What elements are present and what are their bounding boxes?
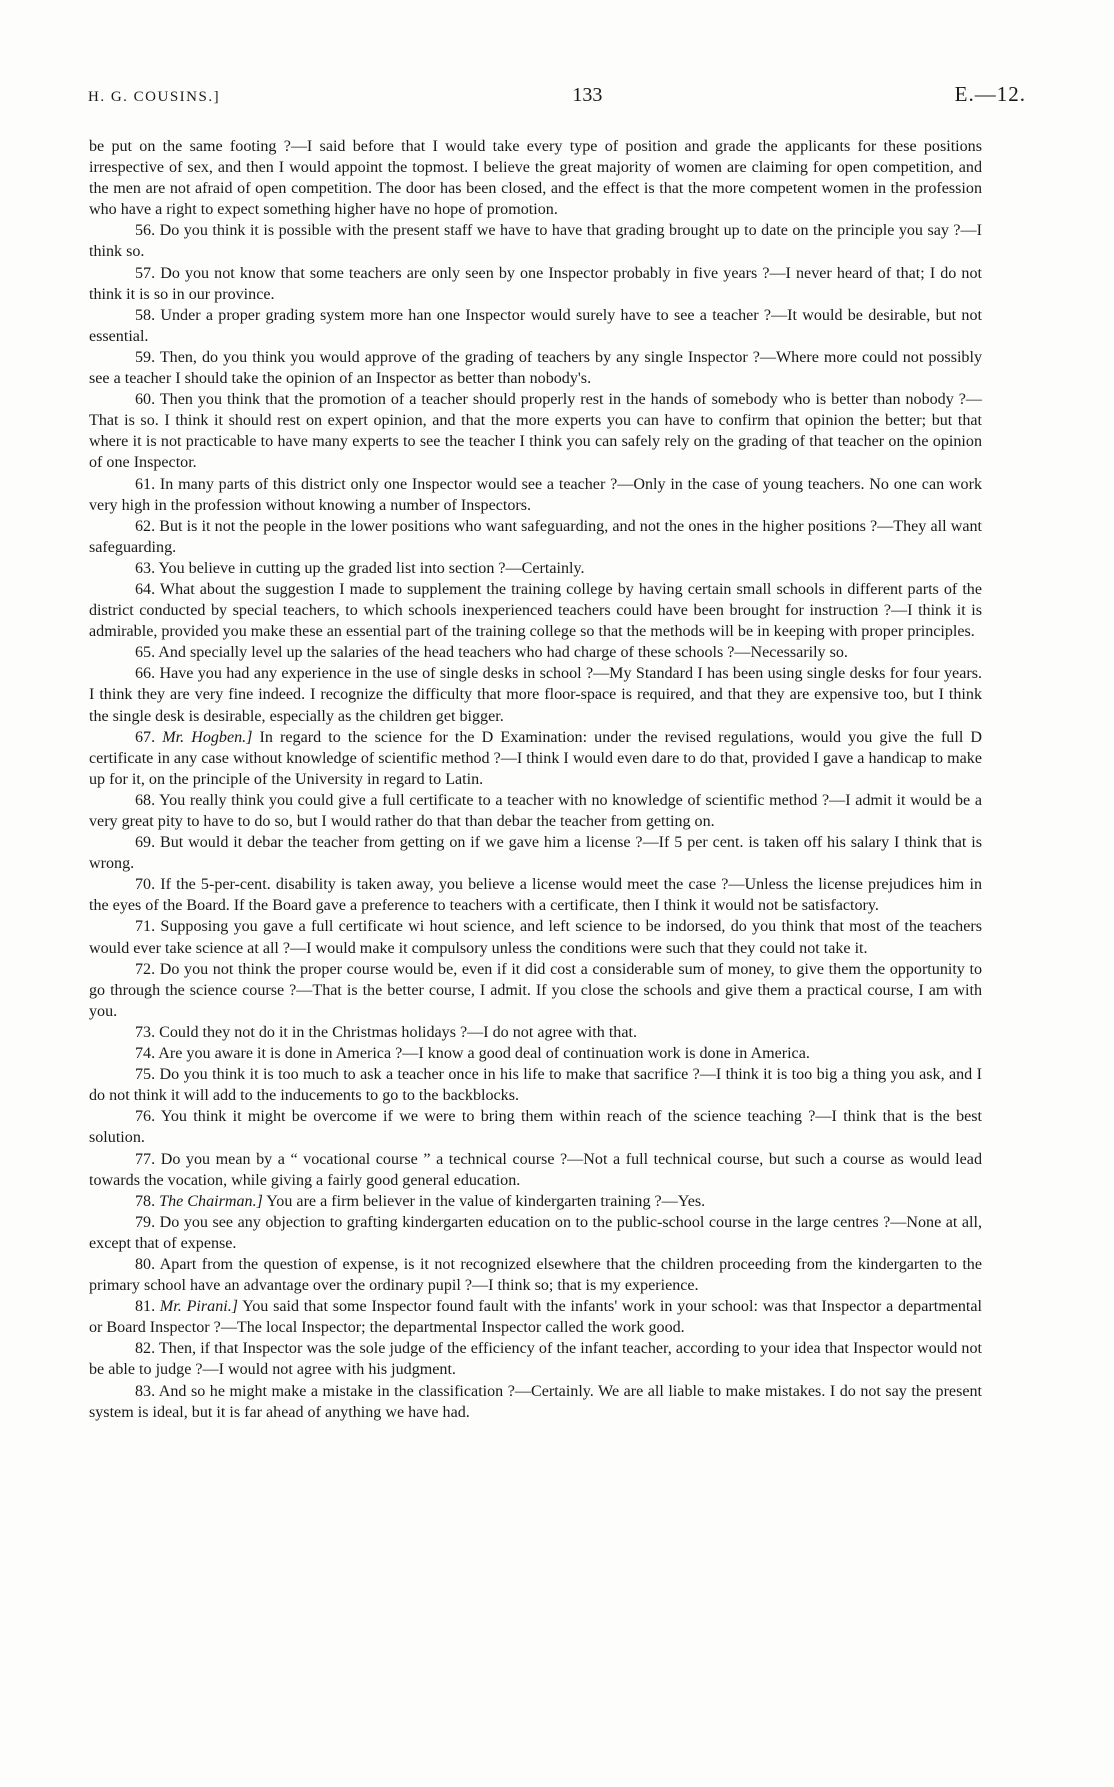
question-number: 81. xyxy=(135,1298,160,1316)
paragraph: 71. Supposing you gave a full certificate wi hout science, and left science to be indorsed, do you think that most of the teachers would ever take science at all ?—I would make it compulsory unless the conditions were such that they could not take it. xyxy=(89,918,982,957)
paragraph: 80. Apart from the question of expense, is it not recognized elsewhere that the children proceeding from the kindergarten to the primary school have an advantage over the ordinary pupil ?—I think so; that is my experience. xyxy=(89,1255,982,1295)
header-witness-name: H. G. COUSINS.] xyxy=(88,89,221,105)
paragraph: 73. Could they not do it in the Christmas holidays ?—I do not agree with that. xyxy=(135,1023,637,1041)
paragraph: 69. But would it debar the teacher from getting on if we gave him a license ?—If 5 per cent. is taken off his salary I think that is wrong. xyxy=(89,834,982,873)
speaker-name: The Chairman.] xyxy=(159,1192,263,1210)
paragraph: 63. You believe in cutting up the graded list into section ?—Certainly. xyxy=(135,559,585,577)
question-number: 67. xyxy=(135,728,163,746)
paragraph: 65. And specially level up the salaries of the head teachers who had charge of these schools ?—Necessarily so. xyxy=(135,644,848,662)
paragraph-text: In regard to the science for the D Examination: under the revised regulations, would you give the full D certificate in any case without knowledge of scientific method ?—I think I would even dare to do that, provided I gave a handicap to make up for it, on the principle of the University in regard to Latin. xyxy=(89,728,983,788)
paragraph-text: You are a firm believer in the value of kindergarten training ?—Yes. xyxy=(262,1192,706,1210)
speaker-name: Mr. Pirani.] xyxy=(159,1298,239,1316)
paragraph xyxy=(89,1296,982,1338)
paragraph: 70. If the 5-per-cent. disability is taken away, you believe a license would meet the case ?—Unless the license prejudices him in the eyes of the Board. If the Board gave a preference to teachers with a certificate, then I think it would not be satisfactory. xyxy=(89,876,982,915)
paragraph: be put on the same footing ?—I said before that I would take every type of position and grade the applicants for these positions irrespective of sex, and then I would appoint the topmost. I believe the great majority of women are claiming for open competition, and the men are not afraid of open competition. The door has been closed, and the effect is that the more competent women in the profession who have a right to expect something higher have no hope of promotion. xyxy=(89,138,982,219)
speaker-name: Mr. Hogben.] xyxy=(162,728,253,746)
paragraph: 72. Do you not think the proper course would be, even if it did cost a considerable sum of money, to give them the opportunity to go through the science course ?—That is the better course, I admit. If you close the schools and give them a practical course, I am with you. xyxy=(89,960,982,1020)
paragraph xyxy=(89,1191,982,1212)
paragraph: 60. Then you think that the promotion of a teacher should properly rest in the hands of somebody who is better than nobody ?—That is so. I think it should rest on expert opinion, and that the more experts you can have to confirm that opinion the better; but that where it is not practicable to have many experts to see the teacher I think you can safely rely on the grading of that teacher on the opinion of one Inspector. xyxy=(89,391,982,472)
paragraph: 77. Do you mean by a “ vocational course ” a technical course ?—Not a full technical course, but such a course as would lead towards the vocation, while giving a fairly good general education. xyxy=(89,1150,982,1189)
paragraph: 74. Are you aware it is done in America ?—I know a good deal of continuation work is done in America. xyxy=(135,1045,810,1063)
paragraph: 66. Have you had any experience in the use of single desks in school ?—My Standard I has been using single desks for four years. I think they are very fine indeed. I recognize the difficulty that more floor-space is required, and that they are expensive too, but I think the single desk is desirable, especially as the children get bigger. xyxy=(89,665,982,725)
paragraph: 83. And so he might make a mistake in the classification ?—Certainly. We are all liable to make mistakes. I do not say the present system is ideal, but it is far ahead of anything we have had. xyxy=(89,1382,982,1421)
paragraph: 57. Do you not know that some teachers are only seen by one Inspector probably in five years ?—I never heard of that; I do not think it is so in our province. xyxy=(89,264,982,303)
page-header xyxy=(88,82,1026,114)
page-number: 133 xyxy=(572,84,603,106)
paragraph: 76. You think it might be overcome if we were to bring them within reach of the science teaching ?—I think that is the best solution. xyxy=(89,1108,982,1147)
paragraph: 62. But is it not the people in the lower positions who want safeguarding, and not the ones in the higher positions ?—They all want safeguarding. xyxy=(89,517,982,556)
paragraph: 58. Under a proper grading system more han one Inspector would surely have to see a teacher ?—It would be desirable, but not essential. xyxy=(89,306,982,345)
paragraph-text: You said that some Inspector found fault with the infants' work in your school: was that Inspector a departmental or Board Inspector ?—The local Inspector; the departmental Inspector called the work good. xyxy=(89,1298,982,1337)
paragraph: 79. Do you see any objection to grafting kindergarten education on to the public-school course in the large centres ?—None at all, except that of expense. xyxy=(89,1213,982,1252)
header-document-code: E.—12. xyxy=(954,82,1026,106)
body-text xyxy=(89,136,982,1423)
paragraph: 82. Then, if that Inspector was the sole judge of the efficiency of the infant teacher, according to your idea that Inspector would not be able to judge ?—I would not agree with his judgment. xyxy=(89,1340,982,1379)
paragraph: 75. Do you think it is too much to ask a teacher once in his life to make that sacrifice ?—I think it is too big a thing you ask, and I do not think it will add to the inducements to go to the backblocks. xyxy=(89,1066,982,1105)
question-number: 78. xyxy=(135,1192,160,1210)
paragraph xyxy=(89,727,982,790)
paragraph: 64. What about the suggestion I made to supplement the training college by having certain small schools in different parts of the district conducted by special teachers, to which schools inexperienced teachers could have been brought for instruction ?—I think it is admirable, provided you make these an essential part of the training college so that the methods will be in keeping with proper principles. xyxy=(89,580,982,641)
paragraph: 59. Then, do you think you would approve of the grading of teachers by any single Inspector ?—Where more could not possibly see a teacher I should take the opinion of an Inspector as better than nobody's. xyxy=(89,348,982,388)
paragraph: 61. In many parts of this district only one Inspector would see a teacher ?—Only in the case of young teachers. No one can work very high in the profession without knowing a number of Inspectors. xyxy=(89,475,982,514)
paragraph: 56. Do you think it is possible with the present staff we have to have that grading brought up to date on the principle you say ?—I think so. xyxy=(89,222,982,261)
paragraph: 68. You really think you could give a full certificate to a teacher with no knowledge of scientific method ?—I admit it would be a very great pity to have to do so, but I would rather do that than debar the teacher from getting on. xyxy=(89,791,982,830)
